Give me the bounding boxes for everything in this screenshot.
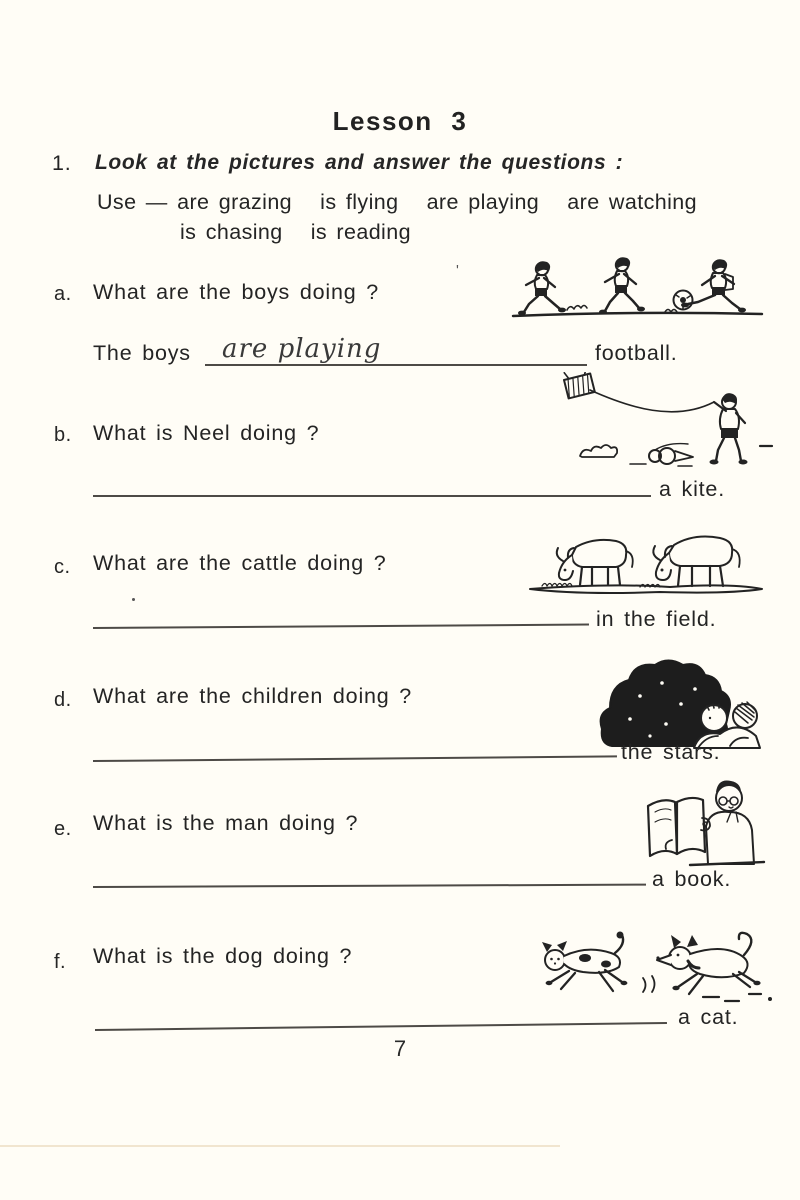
dog-chasing-cat-illustration [527,930,773,1005]
question-d-letter: d. [54,689,72,711]
question-a-text: What are the boys doing ? [93,280,379,304]
answer-blank-line-b [93,495,651,497]
man-reading-book-illustration [636,776,768,872]
answer-b-suffix: a kite. [659,477,725,501]
stray-pen-mark: ' [456,262,459,279]
answer-blank-line-a [205,364,587,366]
answer-blank-line-e [93,884,646,888]
question-e-letter: e. [54,818,72,840]
answer-e-suffix: a book. [652,867,732,891]
stray-dot-mark [132,598,135,601]
word-bank-line-1: Use — are grazing is flying are playing are watching [97,190,697,214]
question-d-text: What are the children doing ? [93,684,413,708]
question-b-letter: b. [54,424,72,446]
question-f-letter: f. [54,951,67,973]
lesson-title: Lesson 3 [332,106,468,136]
answer-blank-line-f [95,1022,667,1031]
question-e-text: What is the man doing ? [93,811,359,835]
children-watching-stars-illustration [598,656,768,751]
answer-a-suffix: football. [595,341,678,365]
answer-c-suffix: in the field. [596,607,717,631]
boy-flying-kite-illustration [550,372,775,474]
question-a-letter: a. [54,283,72,305]
exercise-instruction: Look at the pictures and answer the questions : [95,151,624,174]
word-bank-line-2: is chasing is reading [180,220,411,244]
scan-artifact-line [0,1145,560,1147]
answer-blank-line-c [93,624,589,629]
handwritten-answer-a: are playing [222,334,382,364]
question-c-text: What are the cattle doing ? [93,551,387,575]
exercise-number: 1. [52,151,72,175]
question-f-text: What is the dog doing ? [93,944,353,968]
question-c-letter: c. [54,556,71,578]
answer-f-suffix: a cat. [678,1005,739,1029]
answer-a-prefix: The boys [93,341,191,365]
page-number: 7 [393,1036,407,1061]
boys-playing-football-illustration [505,252,770,324]
question-b-text: What is Neel doing ? [93,421,320,445]
answer-blank-line-d [93,755,617,762]
answer-d-suffix: the stars. [621,740,721,764]
cattle-grazing-illustration [520,531,770,597]
